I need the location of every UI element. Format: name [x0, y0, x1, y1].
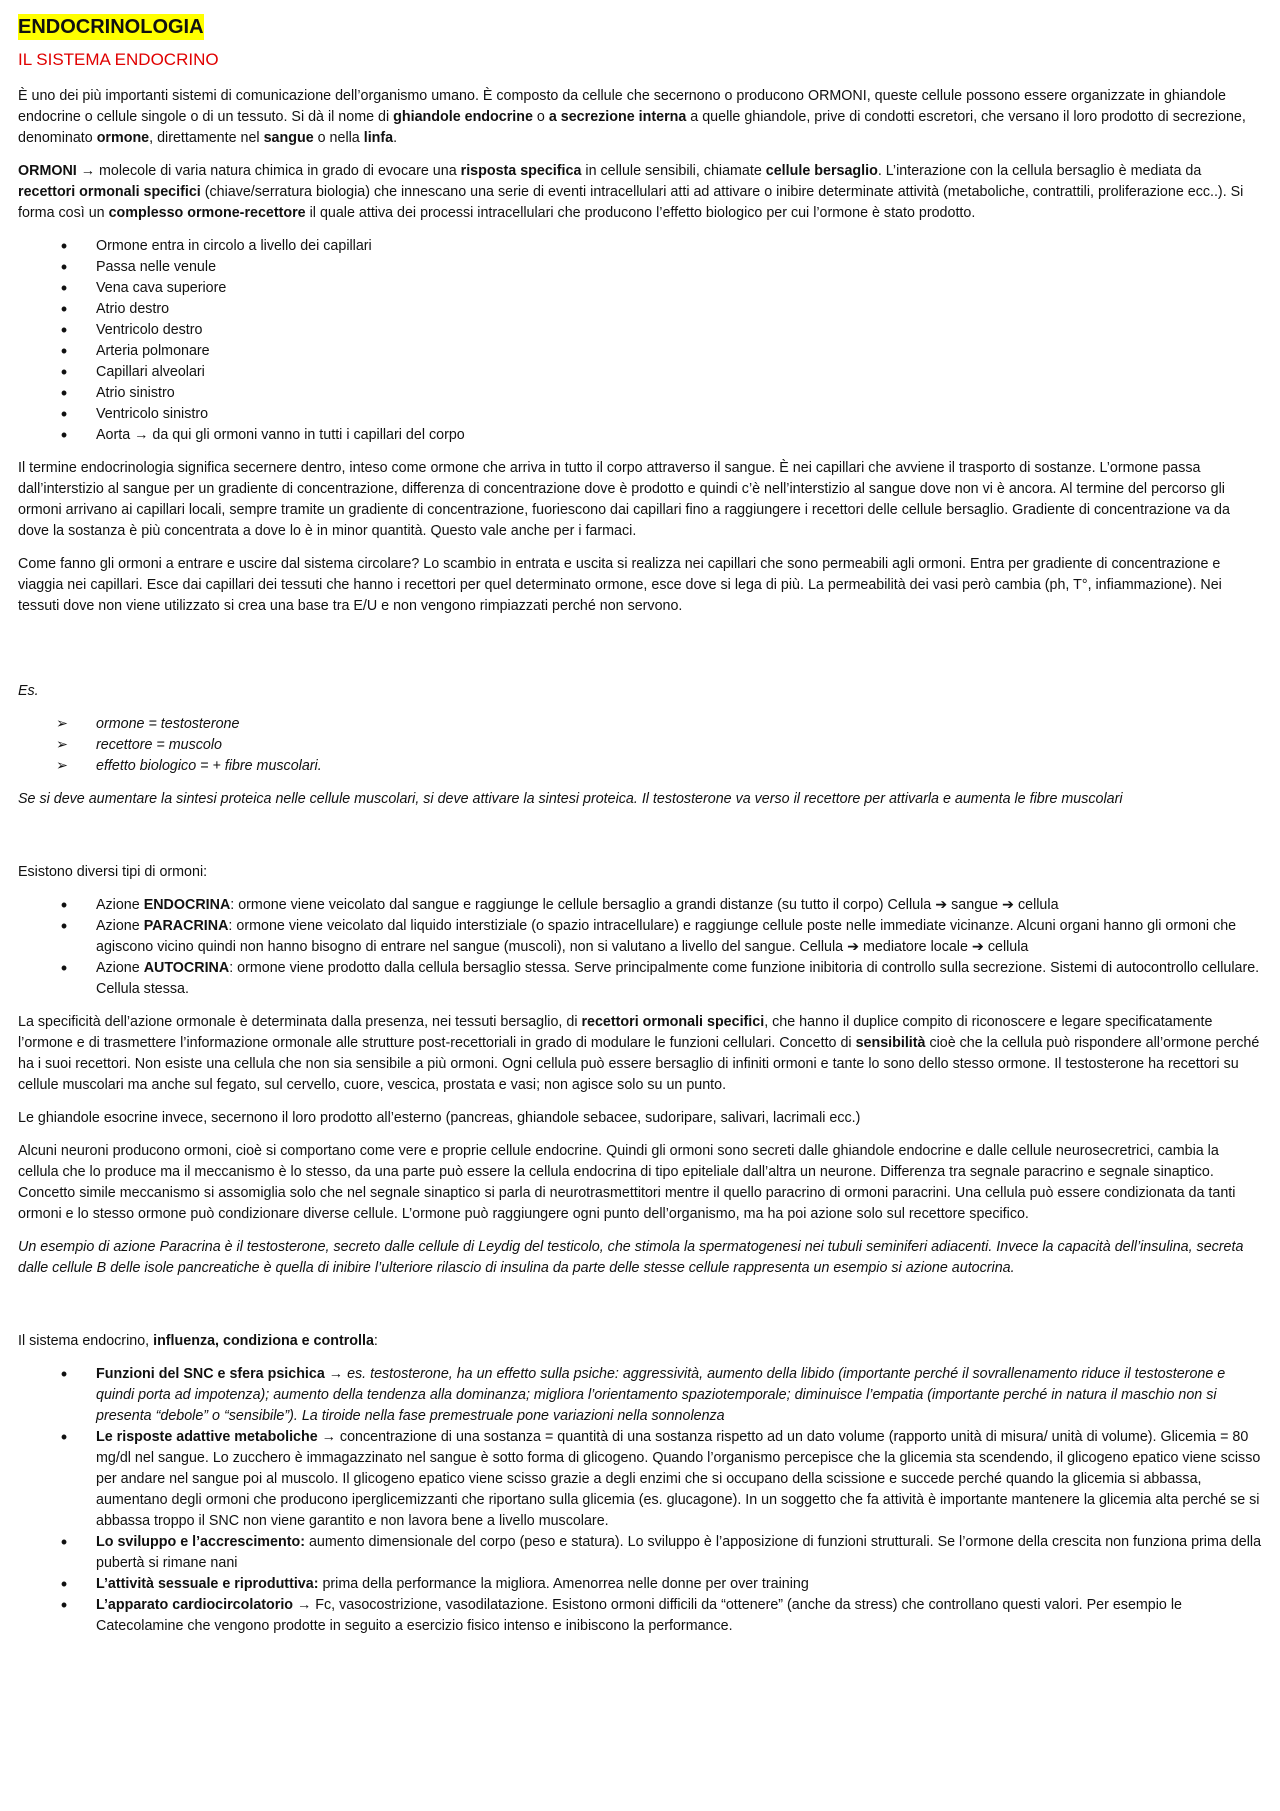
list-item-text: recettore = muscolo	[96, 737, 222, 753]
list-item-text: effetto biologico = + fibre muscolari.	[96, 758, 322, 774]
bullet-icon: •	[60, 278, 68, 298]
bullet-icon: •	[60, 383, 68, 403]
text-run: :	[373, 1333, 378, 1349]
list-item	[18, 1427, 1262, 1532]
example-label: Es.	[18, 683, 39, 699]
text-run: È uno dei più importanti sistemi di comunicazione dell’organismo umano. È composto da cellule che secernono o producono ORMONI, queste cellule possono essere organizzate in ghiandole endocrine o cellule singole o di un tessuto. Si dà il nome di	[18, 88, 1226, 125]
list-item	[18, 756, 1262, 777]
exocrine-paragraph: Le ghiandole esocrine invece, secernono il loro prodotto all’esterno (pancreas, ghiandole sebacee, sudoripare, salivari, lacrimali ecc.)	[18, 1110, 861, 1126]
bullet-icon: •	[60, 958, 68, 978]
list-item-text: Atrio sinistro	[96, 385, 175, 401]
list-item	[18, 714, 1262, 735]
bold-run: Le risposte adattive metaboliche	[96, 1429, 318, 1445]
bold-run: recettori ormonali specifici	[18, 184, 201, 200]
bullet-icon: •	[60, 916, 68, 936]
list-item	[18, 1595, 1262, 1637]
arrow-bullet-icon: ➢	[56, 716, 68, 732]
list-item	[18, 299, 1262, 320]
list-item-text: Ventricolo sinistro	[96, 406, 209, 422]
list-item	[18, 236, 1262, 257]
list-item	[18, 958, 1262, 1000]
arrow-bullet-icon: ➢	[56, 737, 68, 753]
types-intro: Esistono diversi tipi di ormoni:	[18, 864, 208, 880]
bold-run: L’attività sessuale e riproduttiva:	[96, 1576, 319, 1592]
bold-run: AUTOCRINA	[143, 960, 230, 976]
circulation-route-list	[18, 236, 1262, 446]
example-explanation: Se si deve aumentare la sintesi proteica nelle cellule muscolari, si deve attivare la sintesi proteica. Il testosterone va verso il recettore per attivarla e aumenta le fibre muscolari	[18, 791, 1123, 807]
list-item	[18, 257, 1262, 278]
list-item	[18, 320, 1262, 341]
italic-run: es. testosterone, ha un effetto sulla psiche: aggressività, aumento della libido (importante perché il sovrallenamento riduce il testosterone e quindi porta ad impotenza); aumento della tendenza alla dominanza; migliora l’orientamento spaziotemporale; diminuisce l’empatia (importante perché in natura il maschio non si presenta “debole” o “sensibile”). La tiroide nella fase premestruale pone variazioni nella sonnolenza	[96, 1366, 1226, 1424]
endocrinology-paragraph: Il termine endocrinologia significa secernere dentro, inteso come ormone che arriva in tutto il corpo attraverso il sangue. È nei capillari che avviene il trasporto di sostanze. L’ormone passa dall’interstizio al sangue per un gradiente di concentrazione, differenza di concentrazione dove è prodotto e quindi c’è nell’interstizio al sangue dove non vi è ancora. Al termine del percorso gli ormoni arrivano ai capillari locali, sempre tramite un gradiente di concentrazione, fuoriescono dai capillari fino a raggiungere i recettori delle cellule bersaglio. Gradiente di concentrazione va da dove la sostanza è più concentrata a dove lo è in minor quantità. Questo vale anche per i farmaci.	[18, 460, 1230, 539]
bullet-icon: •	[60, 320, 68, 340]
text-run: o nella	[313, 130, 364, 146]
bullet-icon: •	[60, 895, 68, 915]
exchange-paragraph: Come fanno gli ormoni a entrare e uscire dal sistema circolare? Lo scambio in entrata e uscita si realizza nei capillari che sono permeabili agli ormoni. Entra per gradiente di concentrazione e viaggia nei capillari. Esce dai capillari dei tessuti che hanno i recettori per quel determinato ormone, esce dove si lega di più. La permeabilità dei vasi però cambia (ph, T°, infiammazione). Nei tessuti dove non viene utilizzato si crea una base tra E/U e non vengono rimpiazzati perché non servono.	[18, 556, 1222, 614]
section-heading: IL SISTEMA ENDOCRINO	[18, 50, 219, 69]
text-run: Azione	[96, 897, 144, 913]
list-item	[18, 916, 1262, 958]
intro-paragraph	[18, 86, 1262, 149]
bold-run: complesso ormone-recettore	[108, 205, 306, 221]
blank-space	[18, 629, 1262, 681]
bold-run: ORMONI	[18, 163, 77, 179]
specificity-paragraph	[18, 1012, 1262, 1096]
text-run: : ormone viene veicolato dal sangue e raggiunge le cellule bersaglio a grandi distanze (su tutto il corpo) Cellula ➔ sangue ➔ cellula	[230, 897, 1059, 913]
text-run: prima della performance la migliora. Amenorrea nelle donne per over training	[322, 1576, 809, 1592]
text-run: in cellule sensibili, chiamate	[581, 163, 766, 179]
list-item-text: Passa nelle venule	[96, 259, 217, 275]
bullet-icon: •	[60, 236, 68, 256]
bold-run: influenza, condiziona e controlla	[153, 1333, 374, 1349]
text-run: aumento dimensionale del corpo (peso e statura). Lo sviluppo è l’apposizione di funzioni strutturali. Se l’ormone della crescita non funziona prima della pubertà si rimane nani	[96, 1534, 1262, 1571]
text-run: .	[393, 130, 398, 146]
bold-run: sensibilità	[855, 1035, 926, 1051]
neurons-paragraph: Alcuni neuroni producono ormoni, cioè si comportano come vere e proprie cellule endocrine. Quindi gli ormoni sono secreti dalle ghiandole endocrine e dalle cellule neurosecretrici, cambia la cellula che lo produce ma il meccanismo è lo stesso, da una parte può essere la cellula endocrina di tipo epiteliale dall’altra un neurone. Differenza tra segnale paracrino e segnale sinaptico. Concetto simile meccanismo si assomiglia solo che nel segnale sinaptico si parla di neurotrasmettitori mentre il quello paracrino di ormoni paracrini. Una cellula può essere condizionata da tanti ormoni e lo stesso ormone può condizionare diverse cellule. L’ormone può raggiungere ogni punto dell’organismo, ma ha poi azione solo sul recettore specifico.	[18, 1143, 1236, 1222]
list-item-text: Capillari alveolari	[96, 364, 205, 380]
ormoni-paragraph	[18, 161, 1262, 224]
paracrine-example-paragraph: Un esempio di azione Paracrina è il testosterone, secreto dalle cellule di Leydig del testicolo, che stimola la spermatogenesi nei tubuli seminiferi adiacenti. Invece la capacità dell’insulina, secreta dalle cellule B delle isole pancreatiche è quella di inibire l’ulteriore rilascio di insulina da parte delle stesse cellule rappresenta un esempio si azione autocrina.	[18, 1239, 1244, 1276]
list-item	[18, 895, 1262, 916]
list-item	[18, 278, 1262, 299]
bold-run: ENDOCRINA	[143, 897, 231, 913]
list-item	[18, 362, 1262, 383]
text-run: Azione	[96, 918, 144, 934]
bold-run: ormone	[96, 130, 150, 146]
bold-run: risposta specifica	[460, 163, 582, 179]
text-run: Il sistema endocrino,	[18, 1333, 154, 1349]
list-item-text: ormone = testosterone	[96, 716, 240, 732]
bullet-icon: •	[60, 1574, 68, 1594]
text-run: , direttamente nel	[149, 130, 264, 146]
bold-run: Lo sviluppo e l’accrescimento:	[96, 1534, 305, 1550]
list-item	[18, 1574, 1262, 1595]
bold-run: PARACRINA	[143, 918, 229, 934]
text-run: cioè che la cellula può rispondere all’ormone perché ha i suoi recettori. Non esiste una cellula che non sia sensibile a più ormoni. Ogni cellula può essere bersaglio di infiniti ormoni e tante lo sono dello stesso ormone. Il testosterone ha recettori su cellule muscolari ma anche sul fegato, sul cervello, cuore, vescica, prostata e vasi; non agisce solo su un punto.	[18, 1035, 1260, 1093]
text-run: : ormone viene prodotto dalla cellula bersaglio stessa. Serve principalmente come funzione inibitoria di controllo sulla secrezione. Sistemi di autocontrollo cellulare. Cellula stessa.	[96, 960, 1260, 997]
example-list	[18, 714, 1262, 777]
text-run: . L’interazione con la cellula bersaglio è mediata da	[877, 163, 1202, 179]
text-run: a quelle ghiandole, prive di condotti escretori, che versano il loro prodotto di secrezione, denominato	[18, 109, 1246, 146]
text-run: : ormone viene veicolato dal liquido interstiziale (o spazio intracellulare) e raggiunge cellule poste nelle immediate vicinanze. Alcuni organi hanno gli ormoni che agiscono vicino quindi non hanno bisogno di entrare nel sangue (muscoli), non si valutano a livello del sangue. Cellula ➔ mediatore locale ➔ cellula	[96, 918, 1237, 955]
bold-run: linfa	[363, 130, 394, 146]
blank-space	[18, 1291, 1262, 1331]
bold-run: ghiandole endocrine	[393, 109, 533, 125]
bullet-icon: •	[60, 404, 68, 424]
list-item	[18, 425, 1262, 446]
bold-run: sangue	[263, 130, 314, 146]
text-run: concentrazione di una sostanza = quantità di una sostanza rispetto ad un dato volume (rapporto unità di misura/ unità di volume). Glicemia = 80 mg/dl nel sangue. Lo zucchero è immagazzinato nel sangue è sotto forma di glicogeno. Quando l’organismo percepisce che la glicemia sta scendendo, il glicogeno epatico viene scisso per andare nel sangue poi al muscolo. Il glicogeno epatico viene scisso grazie a degli enzimi che si occupano della scissione e succede perché quando la glicemia si abbassa, aumentano degli ormoni che producono iperglicemizzanti che riportano sulla glicemia (es. glucagone). In un soggetto che fa attività è importante mantenere la glicemia alta perché se si abbassa troppo il SNC non viene garantito e non lavora bene a livello muscolare.	[96, 1429, 1261, 1529]
bold-run: cellule bersaglio	[765, 163, 878, 179]
list-item-text: Aorta → da qui gli ormoni vanno in tutti i capillari del corpo	[96, 427, 465, 443]
text-run: → molecole di varia natura chimica in grado di evocare una	[76, 163, 461, 179]
functions-list	[18, 1364, 1262, 1637]
bullet-icon: •	[60, 1427, 68, 1447]
list-item	[18, 341, 1262, 362]
arrow-bullet-icon: ➢	[56, 758, 68, 774]
list-item-text: Arteria polmonare	[96, 343, 210, 359]
document-title: ENDOCRINOLOGIA	[18, 16, 204, 38]
bullet-icon: •	[60, 1532, 68, 1552]
blank-space	[18, 822, 1262, 862]
list-item-text: Ventricolo destro	[96, 322, 203, 338]
list-item-text: Atrio destro	[96, 301, 170, 317]
bullet-icon: •	[60, 299, 68, 319]
arrow-run: →	[324, 1366, 348, 1382]
arrow-run: →	[317, 1429, 340, 1445]
bullet-icon: •	[60, 257, 68, 277]
list-item-text: Vena cava superiore	[96, 280, 227, 296]
bullet-icon: •	[60, 362, 68, 382]
arrow-run: →	[293, 1597, 316, 1613]
list-item	[18, 1364, 1262, 1427]
bold-run: a secrezione interna	[548, 109, 687, 125]
bullet-icon: •	[60, 1595, 68, 1615]
bullet-icon: •	[60, 1364, 68, 1384]
hormone-types-list	[18, 895, 1262, 1000]
text-run: Azione	[96, 960, 144, 976]
bold-run: Funzioni del SNC e sfera psichica	[96, 1366, 325, 1382]
bullet-icon: •	[60, 425, 68, 445]
text-run: La specificità dell’azione ormonale è determinata dalla presenza, nei tessuti bersaglio, di	[18, 1014, 582, 1030]
text-run: , che hanno il duplice compito di riconoscere e legare specificatamente l’ormone e di trasmettere l’informazione ormonale alle strutture post-recettoriali in grado di modulare le funzioni cellulari. Concetto di	[18, 1014, 1213, 1051]
bold-run: recettori ormonali specifici	[581, 1014, 765, 1030]
list-item	[18, 1532, 1262, 1574]
list-item	[18, 735, 1262, 756]
list-item	[18, 383, 1262, 404]
list-item-text: Ormone entra in circolo a livello dei capillari	[96, 238, 372, 254]
bold-run: L’apparato cardiocircolatorio	[96, 1597, 294, 1613]
text-run: il quale attiva dei processi intracellulari che producono l’effetto biologico per cui l’ormone è stato prodotto.	[305, 205, 976, 221]
text-run: o	[532, 109, 549, 125]
text-run: Fc, vasocostrizione, vasodilatazione. Esistono ormoni difficili da “ottenere” (anche da stress) che controllano questi valori. Per esempio le Catecolamine che vengono prodotte in seguito a esercizio fisico intenso e inibiscono la performance.	[96, 1597, 1182, 1634]
bullet-icon: •	[60, 341, 68, 361]
control-intro	[18, 1331, 1262, 1352]
list-item	[18, 404, 1262, 425]
text-run: (chiave/serratura biologia) che innescano una serie di eventi intracellulari atti ad attivare o inibire determinate attività (metaboliche, contrattili, proliferazione ecc..). Si forma così un	[18, 184, 1244, 221]
